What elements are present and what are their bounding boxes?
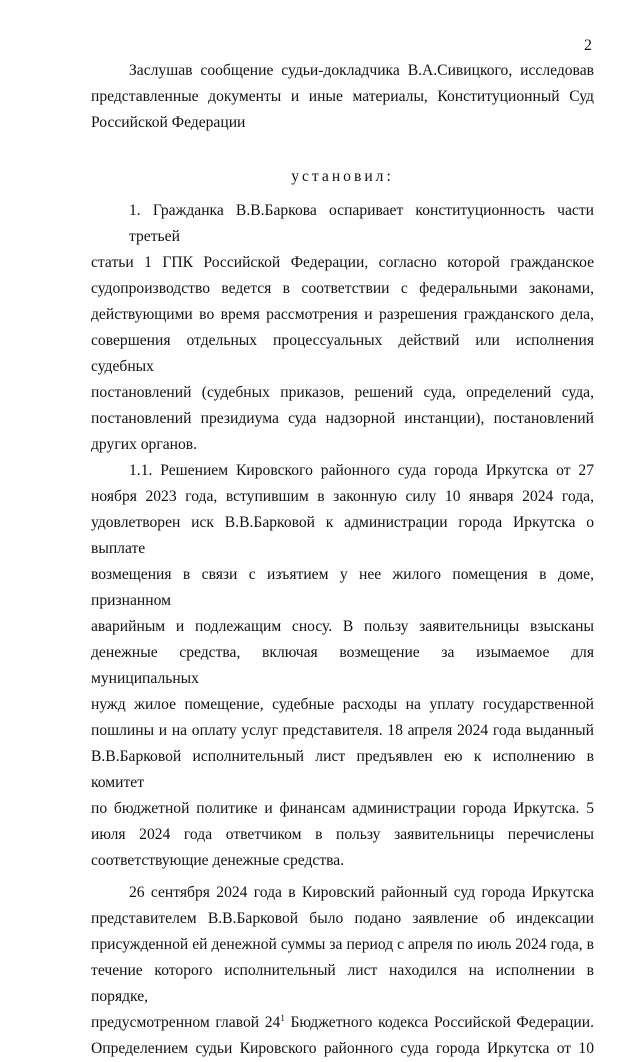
intro-paragraph [91, 58, 594, 136]
text-line: судопроизводство ведется в соответствии с федеральными законами, [91, 280, 594, 297]
superscript: 1 [280, 1013, 285, 1023]
text-line: постановлений (судебных приказов, решений суда, определений суда, [91, 384, 594, 401]
ruling-heading: установил: [291, 168, 394, 185]
text-line: июля 2024 года ответчиком в пользу заявительницы перечислены [91, 826, 594, 843]
text-line: статьи 1 ГПК Российской Федерации, согласно которой гражданское [91, 254, 594, 271]
paragraph-1-1 [91, 458, 594, 874]
text-line: аварийным и подлежащим сносу. В пользу заявительницы взысканы [91, 618, 594, 635]
text-line: денежные средства, включая возмещение за изымаемое для муниципальных [91, 644, 594, 687]
text-segment: предусмотренном главой 24 [91, 1014, 281, 1031]
text-line: совершения отдельных процессуальных действий или исполнения судебных [91, 332, 594, 375]
text-line: действующими во время рассмотрения и разрешения гражданского дела, [91, 306, 594, 323]
text-line: удовлетворен иск В.В.Барковой к администрации города Иркутска о выплате [91, 514, 594, 557]
text-line: Определением судьи Кировского районного суда города Иркутска от 10 [91, 1040, 594, 1057]
text-line: пошлины и на оплату услуг представителя. 18 апреля 2024 года выданный [91, 722, 594, 739]
text-line: 26 сентября 2024 года в Кировский районный суд города Иркутска [129, 884, 594, 901]
text-line: В.В.Барковой исполнительный лист предъявлен ею к исполнению в комитет [91, 748, 594, 791]
text-line: присужденной ей денежной суммы за период с апреля по июль 2024 года, в [91, 936, 594, 953]
paragraph-1 [91, 198, 594, 458]
text-line-with-superscript [91, 1010, 594, 1036]
text-line: представленные документы и иные материалы, Конституционный Суд [91, 88, 594, 105]
paragraph-indexation [91, 880, 594, 1062]
text-line: нужд жилое помещение, судебные расходы на уплату государственной [91, 696, 594, 713]
text-line: соответствующие денежные средства. [91, 852, 345, 869]
text-line: других органов. [91, 436, 198, 453]
text-line: постановлений президиума суда надзорной инстанции), постановлений [91, 410, 594, 427]
text-line: Российской Федерации [91, 114, 246, 131]
text-line: возмещения в связи с изъятием у нее жилого помещения в доме, признанном [91, 566, 594, 609]
text-line: 1. Гражданка В.В.Баркова оспаривает конституционность части третьей [129, 202, 594, 245]
document-body [91, 58, 594, 1062]
text-line: представителем В.В.Барковой было подано заявление об индексации [91, 910, 594, 927]
text-line: 1.1. Решением Кировского районного суда города Иркутска от 27 [129, 462, 594, 479]
text-line: по бюджетной политике и финансам администрации города Иркутска. 5 [91, 800, 594, 817]
text-line: Заслушав сообщение судьи-докладчика В.А.Сивицкого, исследовав [129, 62, 594, 79]
page-number: 2 [584, 37, 592, 54]
text-line: течение которого исполнительный лист находился на исполнении в порядке, [91, 962, 594, 1005]
text-line: ноября 2023 года, вступившим в законную силу 10 января 2024 года, [91, 488, 594, 505]
text-segment: Бюджетного кодекса Российской Федерации. [284, 1014, 594, 1031]
